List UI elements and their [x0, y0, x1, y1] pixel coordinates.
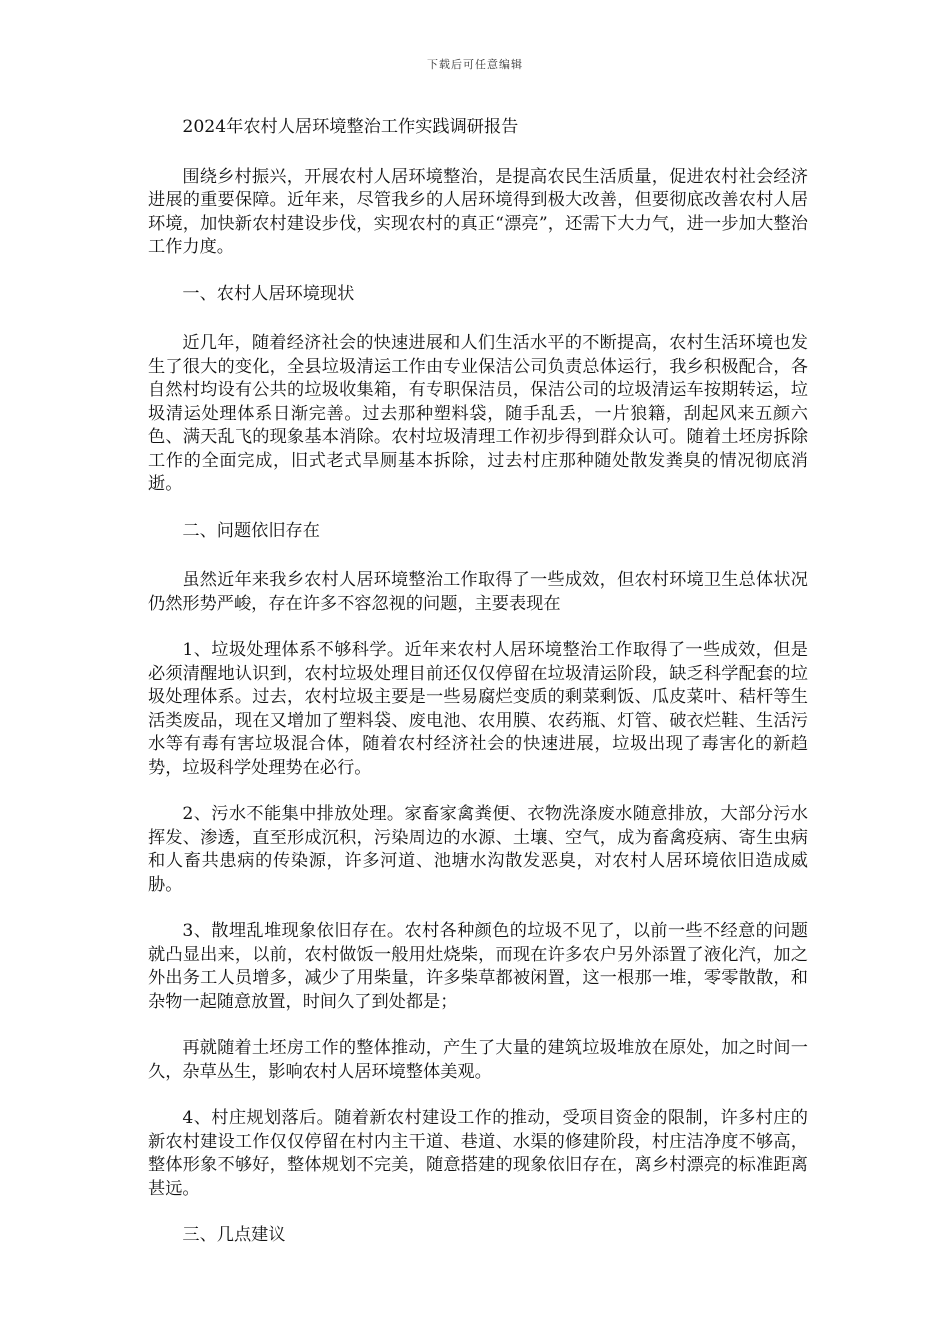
body-paragraph: 虽然近年来我乡农村人居环境整治工作取得了一些成效，但农村环境卫生总体状况仍然形势严峻，存在许多不容忽视的问题，主要表现在	[148, 570, 808, 614]
document-body	[148, 116, 808, 1274]
list-item-1: 1、垃圾处理体系不够科学。近年来农村人居环境整治工作取得了一些成效，但是必须清醒地认识到，农村垃圾处理目前还仅仅停留在垃圾清运阶段，缺乏科学配套的垃圾处理体系。过去，农村垃圾主要是一些易腐烂变质的剩菜剩饭、瓜皮菜叶、秸杆等生活类废品，现在又增加了塑料袋、废电池、农用膜、农药瓶、灯管、破衣烂鞋、生活污水等有毒有害垃圾混合体，随着农村经济社会的快速进展，垃圾出现了毒害化的新趋势，垃圾科学处理势在必行。	[148, 640, 808, 778]
intro-paragraph: 围绕乡村振兴，开展农村人居环境整治，是提高农民生活质量，促进农村社会经济进展的重要保障。近年来，尽管我乡的人居环境得到极大改善，但要彻底改善农村人居环境，加快新农村建设步伐，实现农村的真正“漂亮”，还需下大力气，进一步加大整治工作力度。	[148, 166, 808, 257]
body-paragraph: 近几年，随着经济社会的快速进展和人们生活水平的不断提高，农村生活环境也发生了很大的变化，全县垃圾清运工作由专业保洁公司负责总体运行，我乡积极配合，各自然村均设有公共的垃圾收集箱，有专职保洁员，保洁公司的垃圾清运车按期转运，垃圾清运处理体系日渐完善。过去那种塑料袋，随手乱丢，一片狼籍，刮起风来五颜六色、满天乱飞的现象基本消除。农村垃圾清理工作初步得到群众认可。随着土坯房拆除工作的全面完成，旧式老式旱厕基本拆除，过去村庄那种随处散发粪臭的情况彻底消逝。	[148, 333, 808, 494]
header-note: 下载后可任意编辑	[427, 58, 523, 71]
body-paragraph: 再就随着土坯房工作的整体推动，产生了大量的建筑垃圾堆放在原处，加之时间一久，杂草丛生，影响农村人居环境整体美观。	[148, 1038, 808, 1082]
document-title: 2024年农村人居环境整治工作实践调研报告	[182, 117, 519, 137]
list-item-4: 4、村庄规划落后。随着新农村建设工作的推动，受项目资金的限制，许多村庄的新农村建设工作仅仅停留在村内主干道、巷道、水渠的修建阶段，村庄洁净度不够高，整体形象不够好，整体规划不完美，随意搭建的现象依旧存在，离乡村漂亮的标准距离甚远。	[148, 1108, 808, 1199]
section-heading-2: 二、问题依旧存在	[182, 520, 320, 541]
list-item-2: 2、污水不能集中排放处理。家畜家禽粪便、衣物洗涤废水随意排放，大部分污水挥发、渗透，直至形成沉积，污染周边的水源、土壤、空气，成为畜禽疫病、寄生虫病和人畜共患病的传染源，许多河道、池塘水沟散发恶臭，对农村人居环境依旧造成威胁。	[148, 804, 808, 895]
section-heading-3: 三、几点建议	[182, 1225, 286, 1245]
list-item-3: 3、散埋乱堆现象依旧存在。农村各种颜色的垃圾不见了，以前一些不经意的问题就凸显出来，以前，农村做饭一般用灶烧柴，而现在许多农户另外添置了液化汽，加之外出务工人员增多，减少了用柴量，许多柴草都被闲置，这一根那一堆，零零散散，和杂物一起随意放置，时间久了到处都是；	[148, 921, 808, 1012]
section-heading-1: 一、农村人居环境现状	[182, 283, 355, 304]
